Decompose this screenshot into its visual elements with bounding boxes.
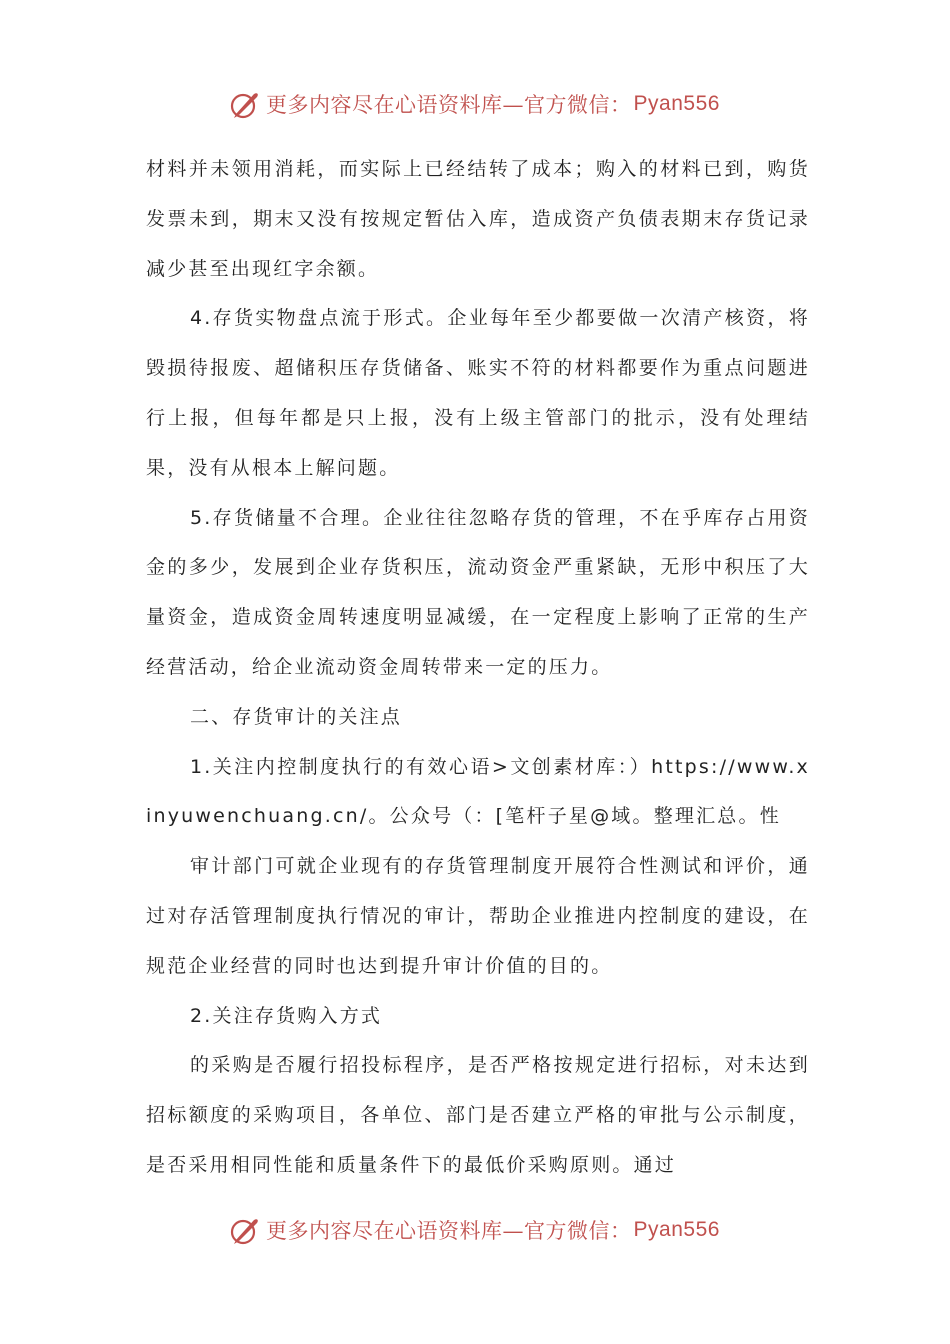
watermark-wechat-id: Pyan556 xyxy=(633,1218,720,1241)
watermark-wechat-id: Pyan556 xyxy=(633,92,720,115)
document-body xyxy=(146,145,810,1191)
paragraph-6: 的采购是否履行招投标程序，是否严格按规定进行招标，对未达到招标额度的采购项目，各单位、部门是否建立严格的审批与公示制度，是否采用相同性能和质量条件下的最低价采购原则。通过 xyxy=(146,1054,810,1176)
paragraph-5: 审计部门可就企业现有的存货管理制度开展符合性测试和评价，通过对存活管理制度执行情况的审计，帮助企业推进内控制度的建设，在规范企业经营的同时也达到提升审计价值的目的。 xyxy=(146,855,810,977)
paragraph-3: 5.存货储量不合理。企业往往忽略存货的管理，不在乎库存占用资金的多少，发展到企业存货积压，流动资金严重紧缺，无形中积压了大量资金，造成资金周转速度明显减缓，在一定程度上影响了正常的生产经营活动，给企业流动资金周转带来一定的压力。 xyxy=(146,506,810,678)
paragraph-1: 材料并未领用消耗，而实际上已经结转了成本；购入的材料已到，购货发票未到，期末又没有按规定暂估入库，造成资产负债表期末存货记录减少甚至出现红字余额。 xyxy=(146,158,810,280)
subheading-2: 2.关注存货购入方式 xyxy=(190,1004,383,1027)
footer-watermark xyxy=(0,1210,950,1250)
paragraph-4: 1.关注内控制度执行的有效心语>文创素材库：）https://www.xinyuwenchuang.cn/。公众号（：[笔杆子星@域。整理汇总。性 xyxy=(146,755,810,828)
watermark-text: 更多内容尽在心语资料库—官方微信： xyxy=(266,93,632,117)
header-watermark xyxy=(0,84,950,124)
quill-pen-logo-icon xyxy=(230,1215,260,1245)
watermark-text: 更多内容尽在心语资料库—官方微信： xyxy=(266,1219,632,1243)
paragraph-2: 4.存货实物盘点流于形式。企业每年至少都要做一次清产核资，将毁损待报废、超储积压存货储备、账实不符的材料都要作为重点问题进行上报，但每年都是只上报，没有上级主管部门的批示，没有处理结果，没有从根本上解问题。 xyxy=(146,307,810,479)
quill-pen-logo-icon xyxy=(230,89,260,119)
section-heading: 二、存货审计的关注点 xyxy=(190,705,403,728)
